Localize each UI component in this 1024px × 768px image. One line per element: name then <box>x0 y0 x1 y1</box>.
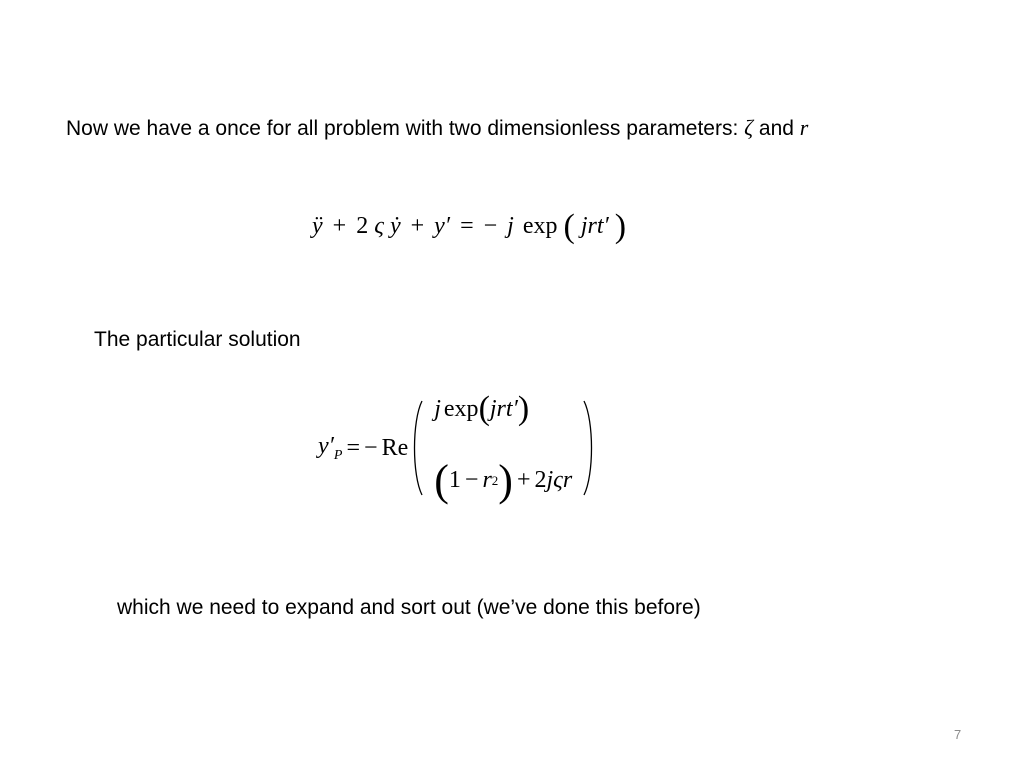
particular-solution-equation <box>318 390 596 505</box>
squared-exponent: 2 <box>491 472 499 488</box>
zeta-symbol: ζ <box>744 115 754 140</box>
y-prime-p <box>318 433 342 464</box>
exp-argument: jrt′ <box>489 395 518 422</box>
plus-sign: + <box>516 467 531 493</box>
y-dot: ẏ <box>389 213 401 239</box>
one: 1 <box>448 467 461 493</box>
equals-sign: = <box>460 213 474 239</box>
big-left-paren <box>410 399 424 497</box>
real-part-operator: Re <box>381 434 409 461</box>
fraction-numerator <box>428 390 578 428</box>
j-var: j <box>546 467 554 493</box>
zeta-var: ς <box>553 467 563 493</box>
exp-argument: jrt′ <box>580 213 609 239</box>
exp-func: exp <box>522 213 558 239</box>
j-var: j <box>507 213 514 239</box>
left-paren: ( <box>563 208 575 245</box>
y-double-dot: ÿ <box>312 213 323 239</box>
minus-sign: − <box>464 467 479 493</box>
r-symbol: r <box>799 115 809 140</box>
closing-remark: which we need to expand and sort out (we’ve done this before) <box>117 596 701 619</box>
subscript-p: P <box>333 447 343 463</box>
plus-sign: + <box>410 213 425 239</box>
equation-of-motion <box>312 208 626 246</box>
coefficient-two: 2 <box>356 213 369 239</box>
right-paren: ) <box>614 208 627 245</box>
y-prime-symbol: y′ <box>318 432 334 459</box>
j-var: j <box>434 395 441 422</box>
right-paren: ) <box>498 456 513 505</box>
particular-solution-label: The particular solution <box>94 328 301 351</box>
r-var: r <box>482 467 492 493</box>
right-paren: ) <box>517 390 530 427</box>
exp-func: exp <box>443 395 479 422</box>
left-paren: ( <box>478 390 490 427</box>
y-prime: y′ <box>434 213 451 239</box>
equals-sign: = <box>346 434 361 461</box>
r-var: r <box>562 467 573 493</box>
intro-text <box>66 117 808 139</box>
plus-sign: + <box>332 213 347 239</box>
minus-sign: − <box>483 213 498 239</box>
fraction-denominator <box>428 455 578 506</box>
page-number: 7 <box>954 727 962 742</box>
intro-sentence: Now we have a once for all problem with two dimensionless parameters: <box>66 117 739 140</box>
coefficient-two: 2 <box>534 467 547 493</box>
and-word: and <box>758 117 794 140</box>
zeta-var: ς <box>374 213 384 239</box>
big-right-paren <box>582 399 596 497</box>
left-paren: ( <box>434 456 449 505</box>
minus-sign: − <box>364 434 378 461</box>
fraction <box>428 390 578 506</box>
